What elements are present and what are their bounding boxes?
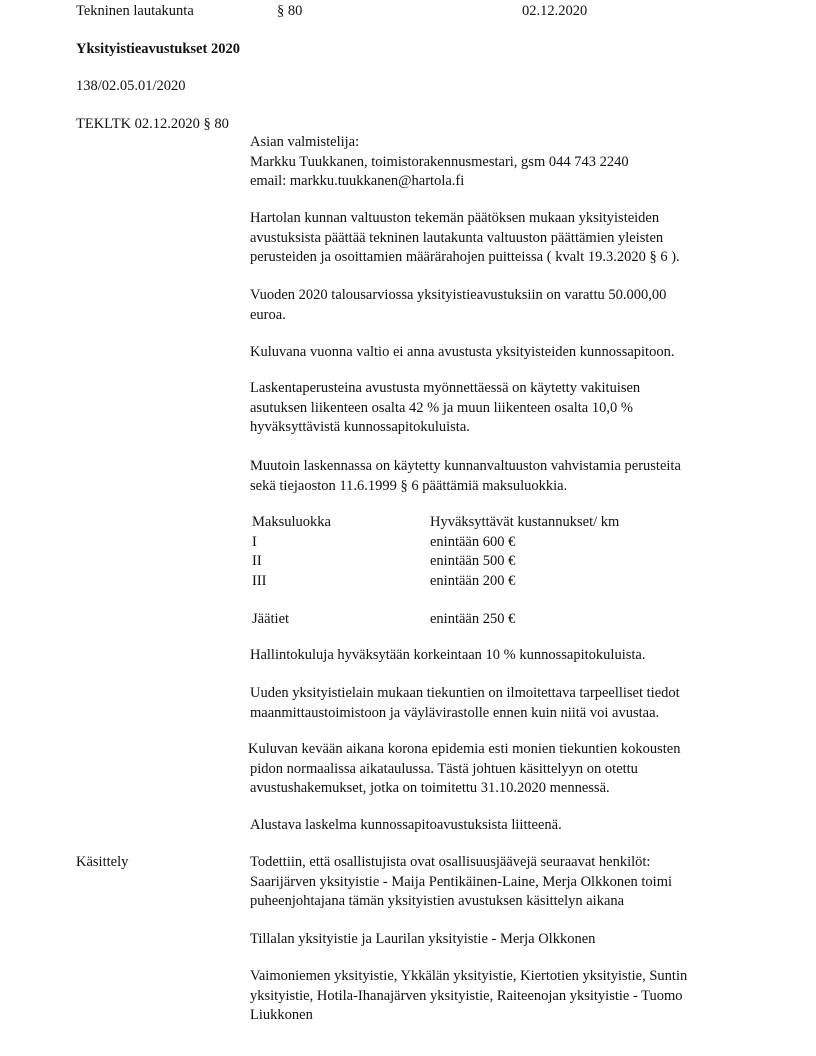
- text-line: Liukkonen: [250, 1007, 313, 1023]
- table-cell: enintään 600 €: [430, 533, 516, 550]
- document-title: Yksityistieavustukset 2020: [76, 41, 240, 57]
- table-header-row: [252, 513, 619, 533]
- text-line: avustushakemukset, jotka on toimitettu 31.10.2020 mennessä.: [250, 780, 610, 796]
- text-line: Vaimoniemen yksityistie, Ykkälän yksityistie, Kiertotien yksityistie, Suntin: [250, 968, 688, 984]
- paragraph-state-aid: [250, 343, 770, 363]
- text-line: Vuoden 2020 talousarviossa yksityistieavustuksiin on varattu 50.000,00: [250, 287, 667, 303]
- kasittely-tillala: [250, 930, 770, 950]
- text-line: Tillalan yksityistie ja Laurilan yksityistie - Merja Olkkonen: [250, 931, 596, 947]
- table-cell: III: [252, 572, 267, 589]
- text-line: Hartolan kunnan valtuuston tekemän päätöksen mukaan yksityisteiden: [250, 210, 660, 226]
- preparer-email: email: markku.tuukkanen@hartola.fi: [250, 173, 465, 189]
- column-header: Maksuluokka: [252, 514, 331, 530]
- text-line: Todettiin, että osallistujista ovat osallisuusjäävejä seuraavat henkilöt:: [250, 854, 651, 870]
- text-line: Kuluvan kevään aikana korona epidemia esti monien tiekuntien kokousten: [248, 741, 681, 757]
- kasittely-vaimoniemi: [250, 967, 770, 1026]
- table-row: [252, 610, 619, 630]
- table-cell: enintään 200 €: [430, 572, 516, 589]
- text-line: Muutoin laskennassa on käytetty kunnanvaltuuston vahvistamia perusteita: [250, 458, 681, 474]
- text-line: asutuksen liikenteen osalta 42 % ja muun liikenteen osalta 10,0 %: [250, 399, 633, 416]
- paragraph-corona: [248, 740, 768, 799]
- text-line: maanmittaustoimistoon ja väylävirastolle ennen kuin niitä voi avustaa.: [250, 704, 660, 721]
- paragraph-calculation-basis: [250, 379, 770, 438]
- text-line: hyväksyttävistä kunnossapitokuluista.: [250, 419, 470, 435]
- preparer-block: [250, 133, 770, 192]
- paragraph-new-law: [250, 684, 770, 723]
- preparer-label: Asian valmistelija:: [250, 134, 360, 150]
- paragraph-other-basis: [250, 457, 770, 496]
- committee-name: Tekninen lautakunta: [76, 3, 194, 19]
- text-line: euroa.: [250, 306, 286, 323]
- table-cell: enintään 500 €: [430, 553, 516, 569]
- text-line: puheenjohtajana tämän yksityistien avustuksen käsittelyn aikana: [250, 893, 625, 909]
- text-line: Alustava laskelma kunnossapitoavustuksista liitteenä.: [250, 817, 562, 833]
- table-cell: I: [252, 533, 257, 550]
- kasittely-label: Käsittely: [76, 854, 129, 870]
- meeting-reference: TEKLTK 02.12.2020 § 80: [76, 116, 229, 132]
- text-line: Laskentaperusteina avustusta myönnettäessä on käytetty vakituisen: [250, 380, 641, 396]
- text-line: Saarijärven yksityistie - Maija Pentikäinen-Laine, Merja Olkkonen toimi: [250, 873, 673, 890]
- text-line: Hallintokuluja hyväksytään korkeintaan 10 % kunnossapitokuluista.: [250, 647, 646, 663]
- table-row: [252, 572, 619, 592]
- table-cell: II: [252, 553, 262, 569]
- text-line: Kuluvana vuonna valtio ei anna avustusta yksityisteiden kunnossapitoon.: [250, 344, 675, 360]
- text-line: yksityistie, Hotila-Ihanajärven yksityistie, Raiteenojan yksityistie - Tuomo: [250, 987, 683, 1004]
- table-row: [252, 552, 619, 572]
- kasittely-disqualification: [250, 853, 770, 912]
- preparer-line: Markku Tuukkanen, toimistorakennusmestari, gsm 044 743 2240: [250, 153, 629, 170]
- meeting-date: 02.12.2020: [522, 3, 588, 19]
- fee-class-table: [252, 513, 619, 630]
- column-header: Hyväksyttävät kustannukset/ km: [430, 514, 620, 530]
- table-cell: enintään 250 €: [430, 611, 516, 627]
- paragraph-admin-costs: [250, 646, 770, 666]
- text-line: pidon normaalissa aikataulussa. Tästä johtuen käsittelyyn on otettu: [250, 760, 638, 777]
- text-line: avustuksista päättää tekninen lautakunta valtuuston päättämien yleisten: [250, 229, 664, 246]
- record-number: 138/02.05.01/2020: [76, 78, 186, 94]
- section-number: § 80: [277, 3, 303, 19]
- paragraph-attachment: [250, 816, 770, 836]
- text-line: Uuden yksityistielain mukaan tiekuntien on ilmoitettava tarpeelliset tiedot: [250, 685, 680, 701]
- paragraph-budget: [250, 286, 770, 325]
- table-cell: Jäätiet: [252, 611, 290, 627]
- text-line: sekä tiejaoston 11.6.1999 § 6 päättämiä maksuluokkia.: [250, 477, 568, 494]
- table-row: [252, 533, 619, 553]
- paragraph-authority: [250, 209, 770, 268]
- text-line: perusteiden ja osoittamien määrärahojen puitteissa ( kvalt 19.3.2020 § 6 ).: [250, 249, 680, 265]
